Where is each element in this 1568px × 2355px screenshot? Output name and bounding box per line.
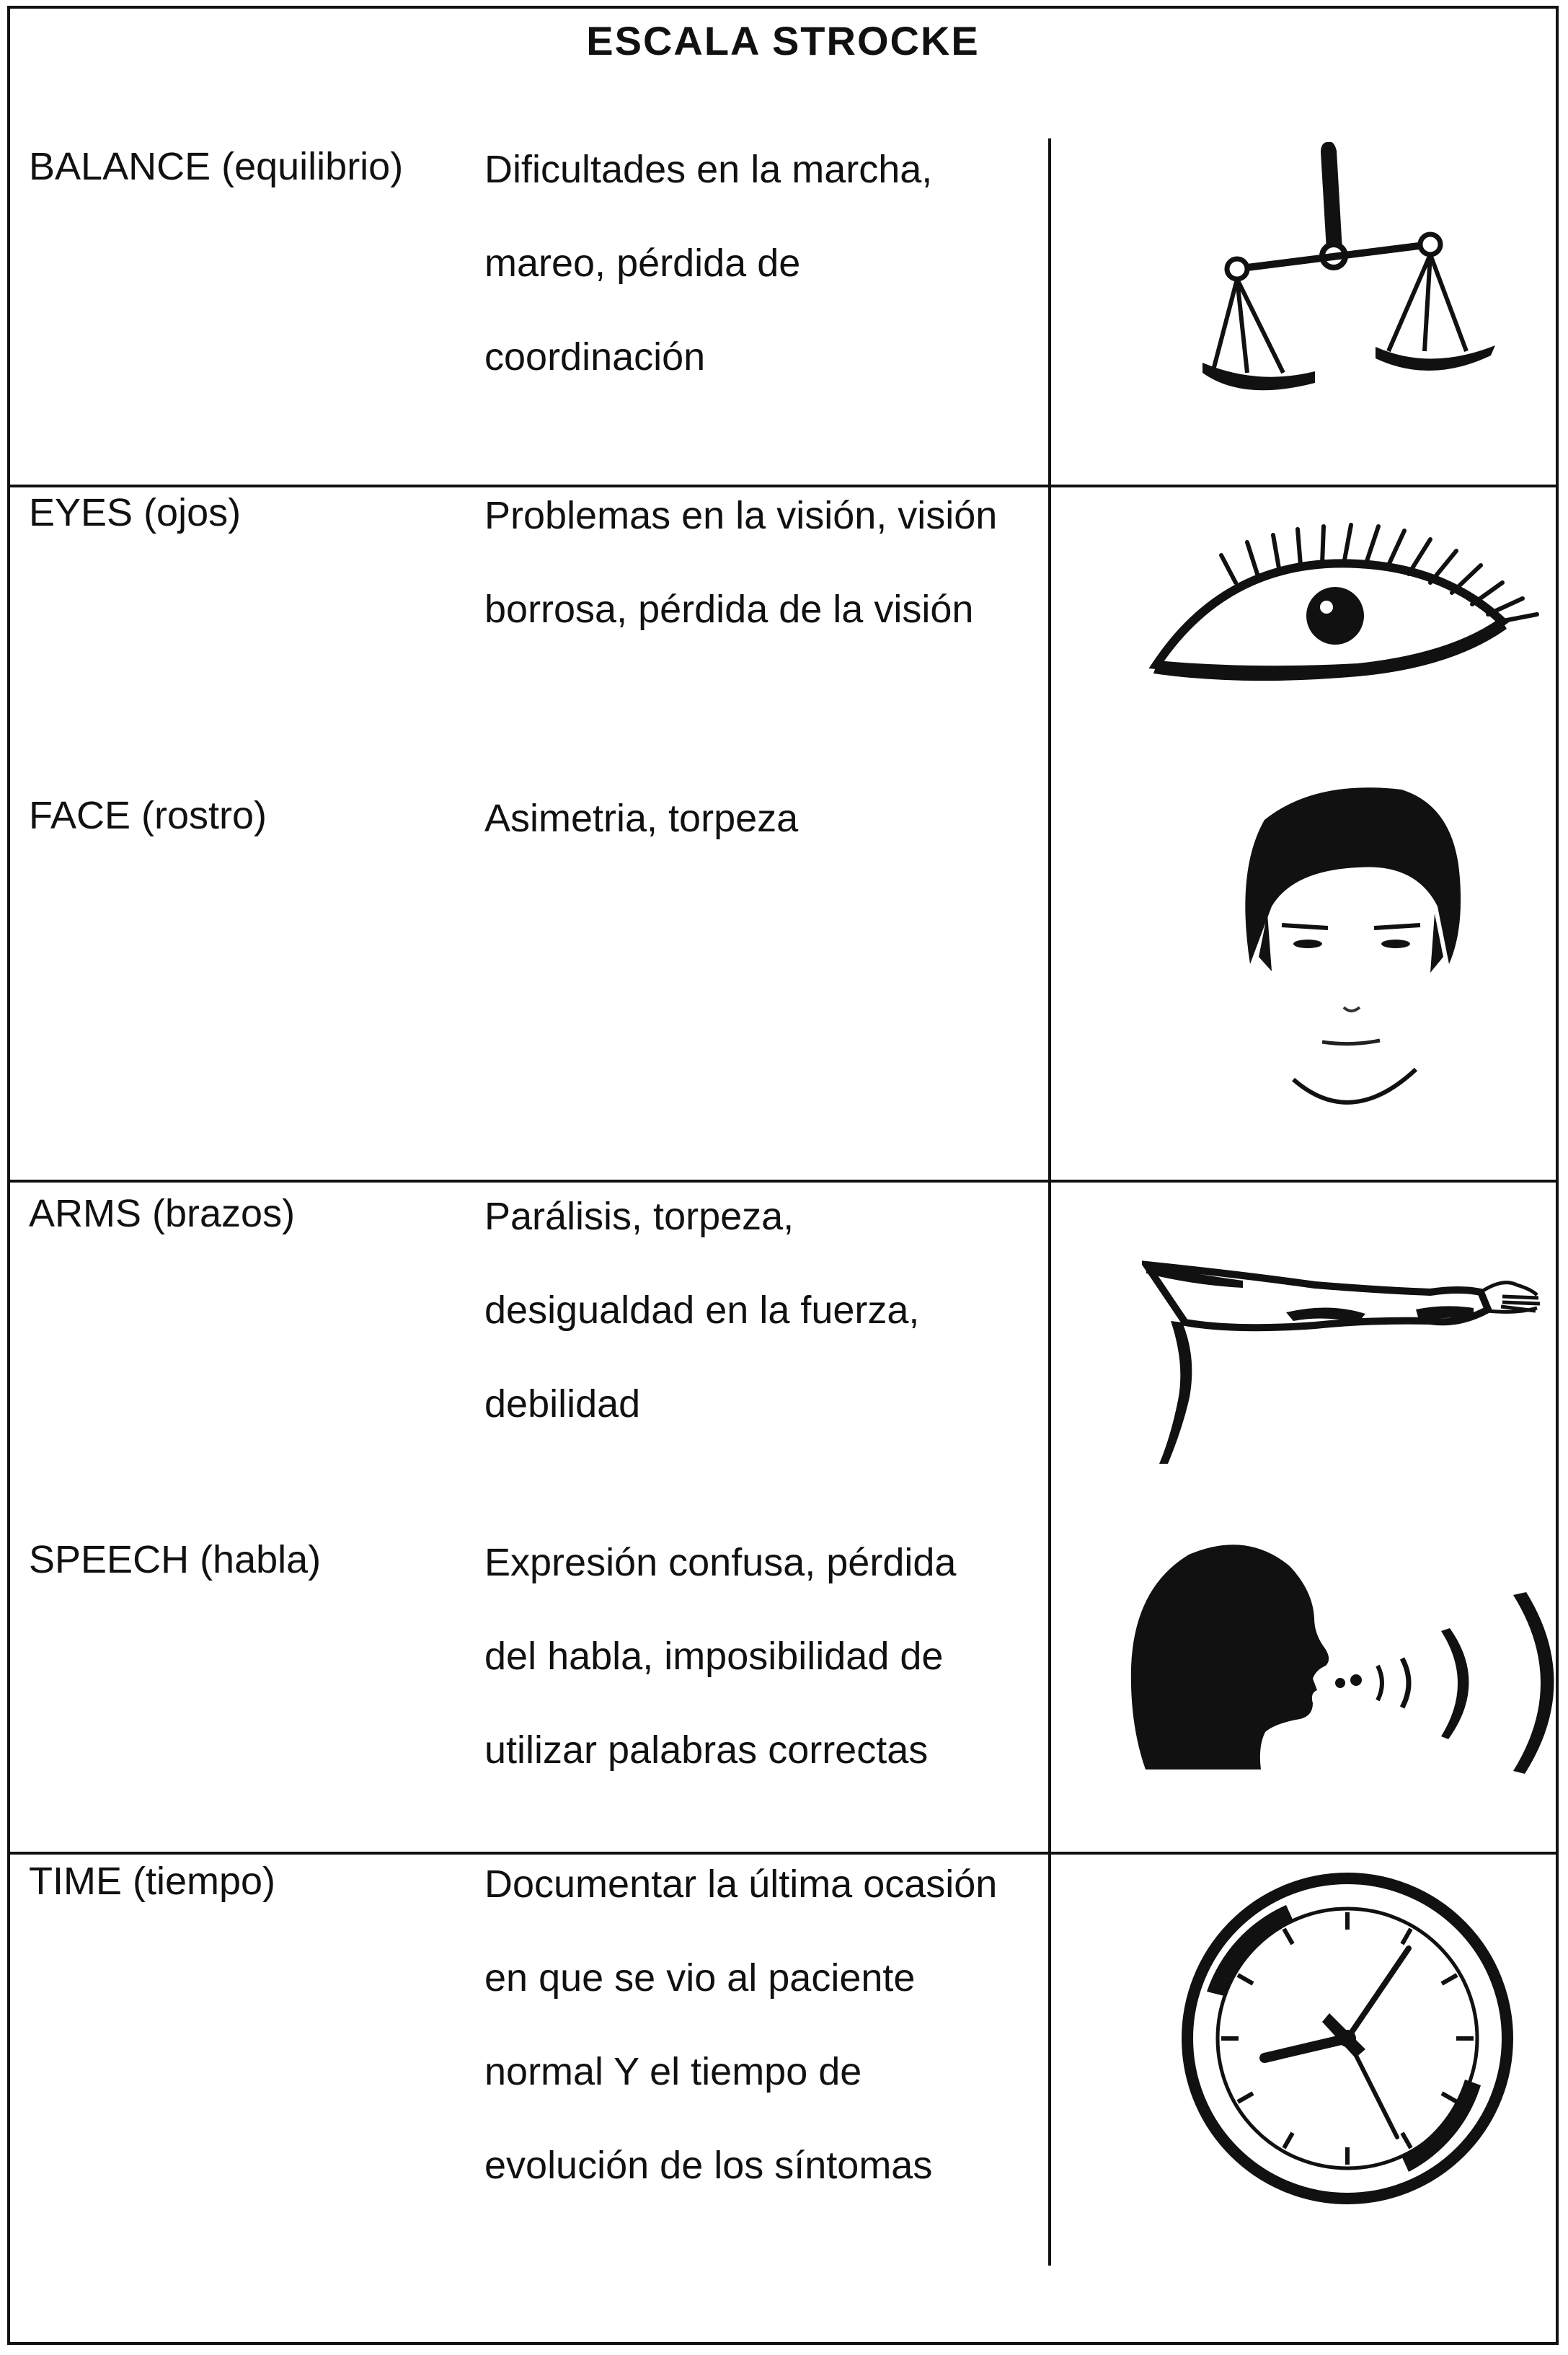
description-line: Asimetria, torpeza: [484, 797, 799, 840]
description-line: utilizar palabras correctas: [484, 1728, 929, 1772]
row-description-eyes: [484, 469, 1047, 656]
description-line: evolución de los síntomas: [484, 2144, 933, 2187]
speaking-head-icon: [1124, 1537, 1568, 1782]
row-description-balance: [484, 123, 1047, 404]
stroke-scale-table: [7, 6, 1559, 2345]
column-divider: [1048, 138, 1051, 2266]
row-label-speech: SPEECH (habla): [29, 1538, 322, 1581]
description-line: Expresión confusa, pérdida: [484, 1541, 957, 1584]
row-label-face: FACE (rostro): [29, 794, 267, 837]
row-description-speech: [484, 1516, 1047, 1797]
row-description-time: [484, 1837, 1047, 2212]
arm-icon: [1142, 1256, 1546, 1465]
description-line: debilidad: [484, 1382, 641, 1426]
description-line: normal Y el tiempo de: [484, 2050, 862, 2093]
description-line: Dificultades en la marcha,: [484, 148, 933, 191]
table-title: ESCALA STROCKE: [586, 18, 980, 63]
clock-icon: [1178, 1869, 1517, 2208]
row-label-balance: BALANCE (equilibrio): [29, 145, 404, 188]
row-label-eyes: EYES (ojos): [29, 491, 242, 534]
description-line: Problemas en la visión, visión: [484, 494, 998, 537]
row-label-time: TIME (tiempo): [29, 1860, 276, 1903]
row-label-arms: ARMS (brazos): [29, 1192, 296, 1235]
balance-scale-icon: [1200, 142, 1502, 416]
row-description-face: [484, 772, 1047, 865]
description-line: Documentar la última ocasión: [484, 1863, 998, 1906]
description-line: del habla, imposibilidad de: [484, 1635, 944, 1678]
description-line: desigualdad en la fuerza,: [484, 1289, 920, 1332]
eye-icon: [1142, 513, 1546, 686]
row-description-arms: [484, 1170, 1047, 1451]
description-line: mareo, pérdida de: [484, 242, 801, 285]
description-line: borrosa, pérdida de la visión: [484, 588, 974, 631]
description-line: Parálisis, torpeza,: [484, 1195, 794, 1238]
description-line: coordinación: [484, 335, 706, 379]
face-icon: [1236, 784, 1466, 1115]
description-line: en que se vio al paciente: [484, 1956, 916, 2000]
